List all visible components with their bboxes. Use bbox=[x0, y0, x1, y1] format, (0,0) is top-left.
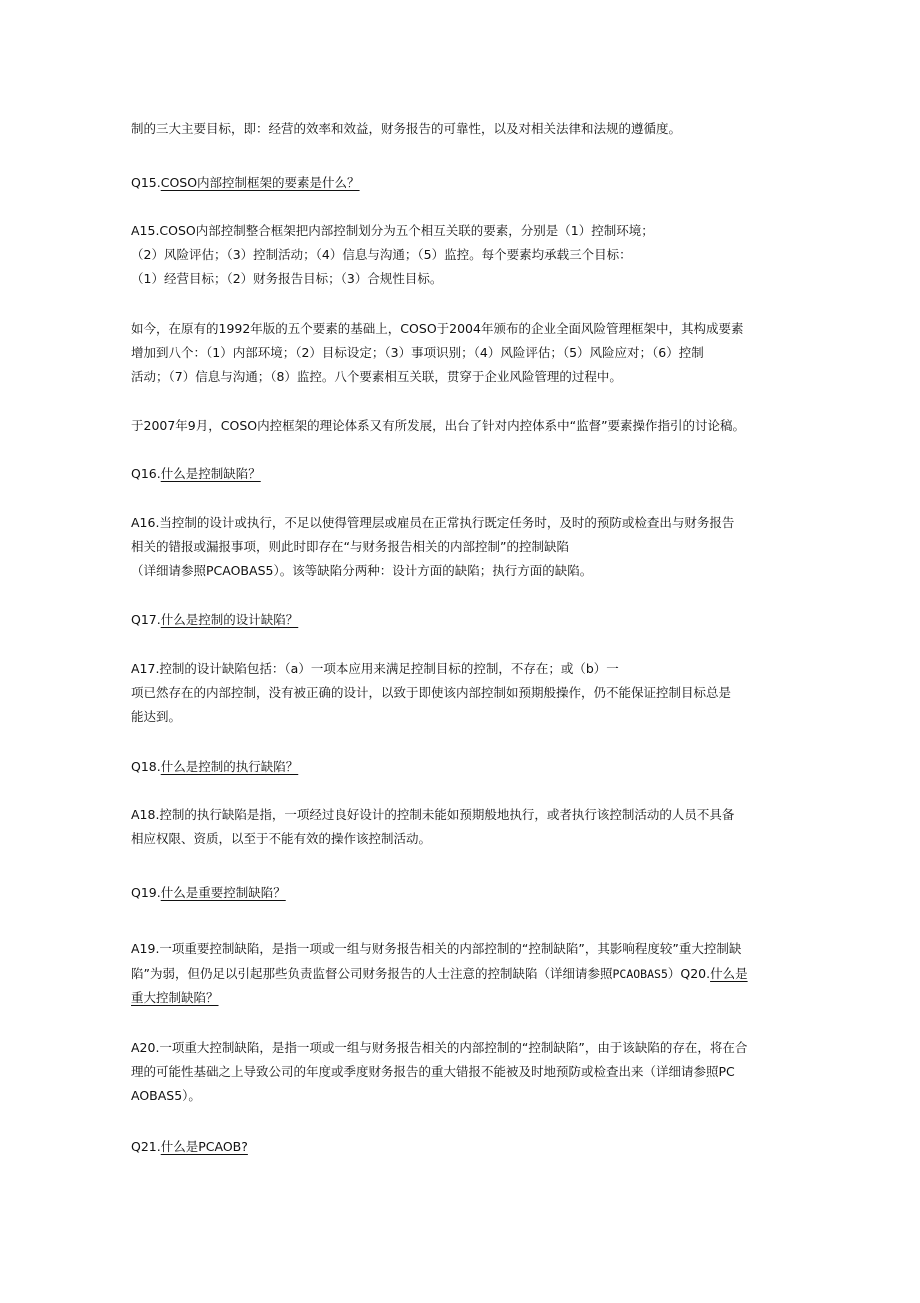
answer-a18-line-2: 相应权限、资质，以至于不能有效的操作该控制活动。 bbox=[131, 831, 432, 846]
answer-a16-line-2: 相关的错报或漏报事项，则此时即存在“与财务报告相关的内部控制”的控制缺陷 bbox=[131, 539, 569, 554]
question-number: Q15. bbox=[131, 175, 161, 190]
paragraph-coso2004-line-2: 增加到八个：（1）内部环境；（2）目标设定；（3）事项识别；（4）风险评估；（5）风险应对；（6）控制 bbox=[131, 345, 704, 360]
answer-a19-line-1: A19.一项重要控制缺陷，是指一项或一组与财务报告相关的内部控制的“控制缺陷”，其影响程度较”重大控制缺 bbox=[131, 941, 742, 956]
question-text: 什么是控制的执行缺陷？ bbox=[160, 759, 299, 774]
answer-a19-text: 陷”为弱，但仍足以引起那些负责监督公司财务报告的人士注意的控制缺陷（详细请参照 bbox=[131, 966, 613, 981]
answer-a20-line-2: 理的可能性基础之上导致公司的年度或季度财务报告的重大错报不能被及时地预防或检查出来（详细请参照PC bbox=[131, 1064, 735, 1079]
question-number: Q19. bbox=[131, 885, 161, 900]
answer-a20-line-1: A20.一项重大控制缺陷，是指一项或一组与财务报告相关的内部控制的“控制缺陷”，由于该缺陷的存在，将在合 bbox=[131, 1040, 748, 1055]
answer-a17-line-1: A17.控制的设计缺陷包括：（a）一项本应用来满足控制目标的控制，不存在；或（b）一 bbox=[131, 661, 619, 676]
question-q20-line-2 bbox=[131, 990, 219, 1006]
question-text: 什么是PCAOB? bbox=[160, 1139, 248, 1154]
paragraph-coso2004-line-1: 如今，在原有的1992年版的五个要素的基础上，COSO于2004年颁布的企业全面风险管理框架中，其构成要素 bbox=[131, 321, 744, 336]
question-text: 什么是控制的设计缺陷？ bbox=[160, 612, 299, 627]
answer-a17-line-3: 能达到。 bbox=[131, 709, 182, 724]
question-number: Q18. bbox=[131, 759, 161, 774]
answer-a17-line-2: 项已然存在的内部控制，没有被正确的设计，以致于即使该内部控制如预期般操作，仍不能保证控制目标总是 bbox=[131, 685, 732, 700]
intro-paragraph: 制的三大主要目标，即：经营的效率和效益，财务报告的可靠性，以及对相关法律和法规的遵循度。 bbox=[131, 121, 682, 136]
question-q18 bbox=[131, 759, 298, 775]
answer-a16-line-3: （详细请参照PCAOBAS5）。该等缺陷分两种：设计方面的缺陷；执行方面的缺陷。 bbox=[131, 563, 593, 578]
question-text: 什么是重要控制缺陷？ bbox=[160, 885, 286, 900]
question-q17 bbox=[131, 612, 298, 628]
question-number: Q21. bbox=[131, 1139, 161, 1154]
question-number: Q16. bbox=[131, 466, 161, 481]
question-q20-text: 什么是 bbox=[710, 966, 748, 981]
question-number: Q17. bbox=[131, 612, 161, 627]
question-q21 bbox=[131, 1139, 248, 1155]
question-q20-text-cont: 重大控制缺陷？ bbox=[131, 990, 219, 1005]
question-text: COSO内部控制框架的要素是什么？ bbox=[160, 175, 360, 190]
answer-a15-line-2: （2）风险评估；（3）控制活动；（4）信息与沟通；（5）监控。每个要素均承载三个目标： bbox=[131, 247, 632, 262]
answer-a15-line-3: （1）经营目标；（2）财务报告目标；（3）合规性目标。 bbox=[131, 271, 443, 286]
question-q16 bbox=[131, 466, 261, 482]
answer-a18-line-1: A18.控制的执行缺陷是指，一项经过良好设计的控制未能如预期般地执行，或者执行该控制活动的人员不具备 bbox=[131, 807, 735, 822]
question-text: 什么是控制缺陷？ bbox=[160, 466, 261, 481]
question-q19 bbox=[131, 885, 286, 901]
question-q20-number: ）Q20. bbox=[667, 966, 711, 981]
pcaob-reference: PCAOBAS5 bbox=[612, 967, 668, 981]
answer-a15-line-1: A15.COSO内部控制整合框架把内部控制划分为五个相互关联的要素，分别是（1）控制环境； bbox=[131, 223, 654, 238]
answer-a19-line-2 bbox=[131, 966, 748, 982]
answer-a16-line-1: A16.当控制的设计或执行，不足以使得管理层或雇员在正常执行既定任务时，及时的预防或检查出与财务报告 bbox=[131, 515, 735, 530]
answer-a20-line-3: AOBAS5）。 bbox=[131, 1088, 201, 1103]
paragraph-coso2004-line-3: 活动；（7）信息与沟通；（8）监控。八个要素相互关联，贯穿于企业风险管理的过程中。 bbox=[131, 369, 622, 384]
question-q15 bbox=[131, 175, 360, 191]
paragraph-2007: 于2007年9月，COSO内控框架的理论体系又有所发展，出台了针对内控体系中“监督”要素操作指引的讨论稿。 bbox=[131, 418, 746, 433]
